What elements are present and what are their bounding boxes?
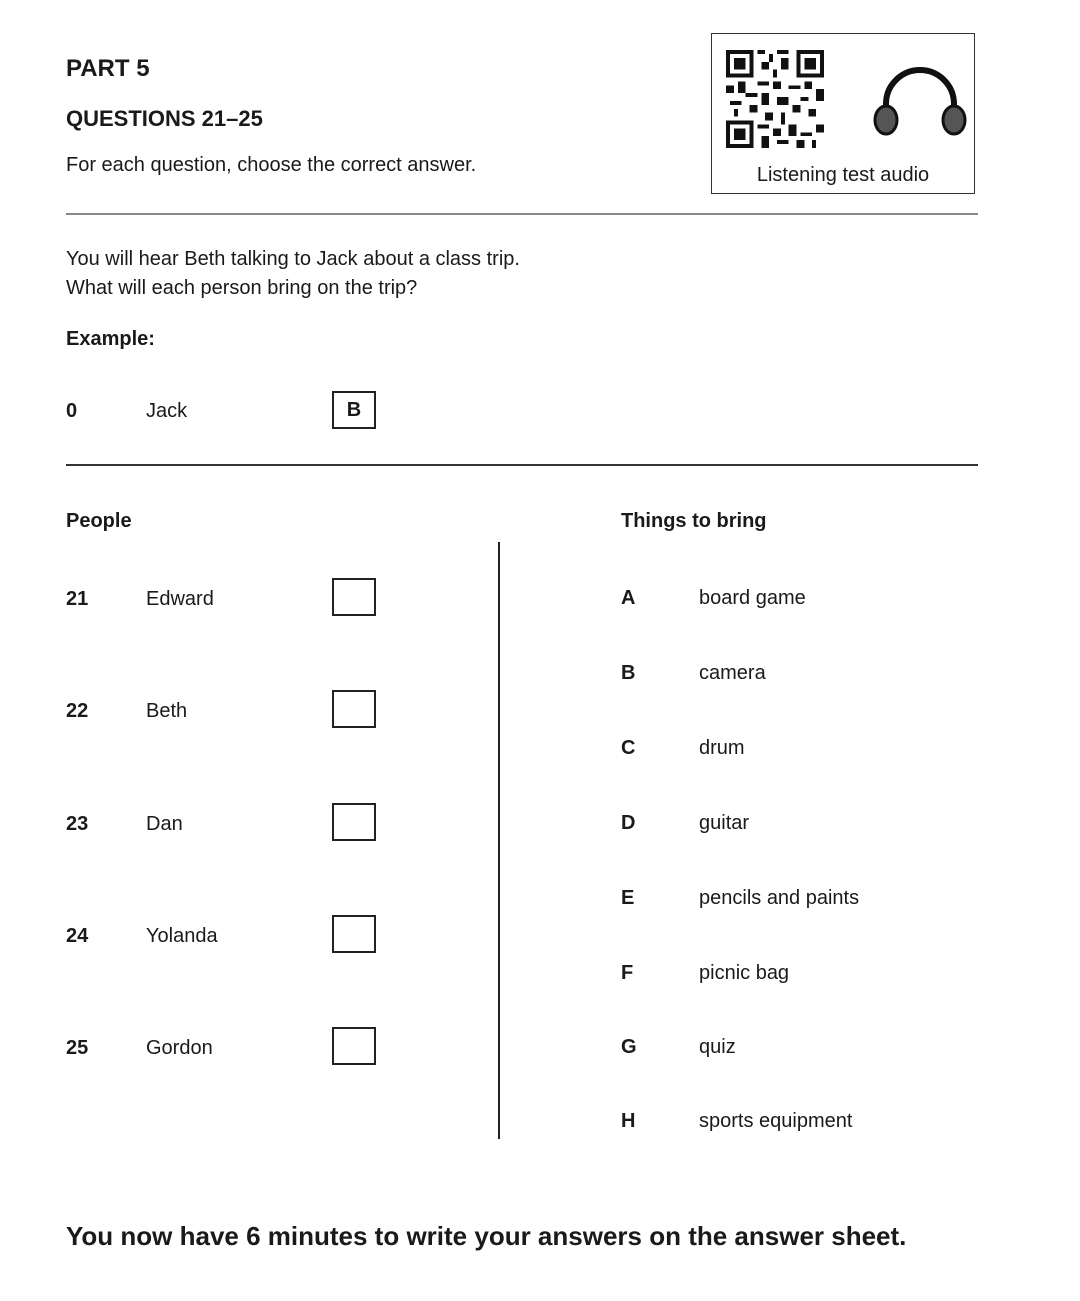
header-divider: [66, 213, 978, 215]
option-letter: C: [621, 737, 636, 759]
question-row-21: [66, 578, 386, 618]
example-name: Jack: [146, 400, 188, 422]
scenario-line-2: What will each person bring on the trip?: [66, 277, 418, 299]
question-row-24: [66, 915, 386, 955]
option-item: board game: [699, 587, 806, 609]
instruction-text: For each question, choose the correct answer.: [66, 154, 477, 176]
qr-code-icon[interactable]: [726, 50, 824, 148]
footer-instruction: You now have 6 minutes to write your answers on the answer sheet.: [66, 1221, 907, 1251]
option-row-g: [621, 1036, 981, 1062]
people-heading: People: [66, 510, 132, 532]
option-item: picnic bag: [699, 962, 790, 984]
answer-box-22[interactable]: [332, 690, 376, 728]
example-answer-box: B: [332, 391, 376, 429]
option-letter: D: [621, 812, 636, 834]
option-row-b: [621, 662, 981, 688]
option-item: sports equipment: [699, 1110, 853, 1132]
question-row-25: [66, 1027, 386, 1067]
person-name: Beth: [146, 700, 188, 722]
answer-box-21[interactable]: [332, 578, 376, 616]
option-item: guitar: [699, 812, 750, 834]
question-number: 25: [66, 1037, 89, 1059]
option-item: pencils and paints: [699, 887, 860, 909]
example-label: Example:: [66, 328, 155, 350]
option-row-f: [621, 962, 981, 988]
things-heading: Things to bring: [621, 510, 767, 532]
example-number: 0: [66, 400, 78, 422]
question-number: 22: [66, 700, 89, 722]
answer-box-23[interactable]: [332, 803, 376, 841]
questions-range: QUESTIONS 21–25: [66, 106, 263, 131]
person-name: Edward: [146, 588, 214, 610]
option-letter: F: [621, 962, 634, 984]
option-letter: B: [621, 662, 636, 684]
scenario-text: [66, 245, 520, 303]
answer-box-25[interactable]: [332, 1027, 376, 1065]
listening-audio-box[interactable]: [711, 33, 975, 194]
option-row-c: [621, 737, 981, 763]
option-item: drum: [699, 737, 745, 759]
answer-box-24[interactable]: [332, 915, 376, 953]
option-item: quiz: [699, 1036, 736, 1058]
option-row-h: [621, 1110, 981, 1136]
option-letter: A: [621, 587, 636, 609]
person-name: Yolanda: [146, 925, 218, 947]
column-divider: [498, 542, 500, 1139]
part-title: PART 5: [66, 55, 150, 82]
option-letter: G: [621, 1036, 637, 1058]
question-number: 24: [66, 925, 89, 947]
headphones-icon: [872, 62, 968, 142]
option-item: camera: [699, 662, 766, 684]
audio-label: Listening test audio: [756, 164, 930, 186]
scenario-line-1: You will hear Beth talking to Jack about a class trip.: [66, 248, 520, 270]
question-number: 21: [66, 588, 89, 610]
option-row-a: [621, 587, 981, 613]
example-divider: [66, 464, 978, 466]
question-row-22: [66, 690, 386, 730]
option-letter: E: [621, 887, 635, 909]
option-letter: H: [621, 1110, 636, 1132]
person-name: Dan: [146, 813, 183, 835]
question-number: 23: [66, 813, 89, 835]
option-row-e: [621, 887, 981, 913]
option-row-d: [621, 812, 981, 838]
person-name: Gordon: [146, 1037, 213, 1059]
question-row-23: [66, 803, 386, 843]
